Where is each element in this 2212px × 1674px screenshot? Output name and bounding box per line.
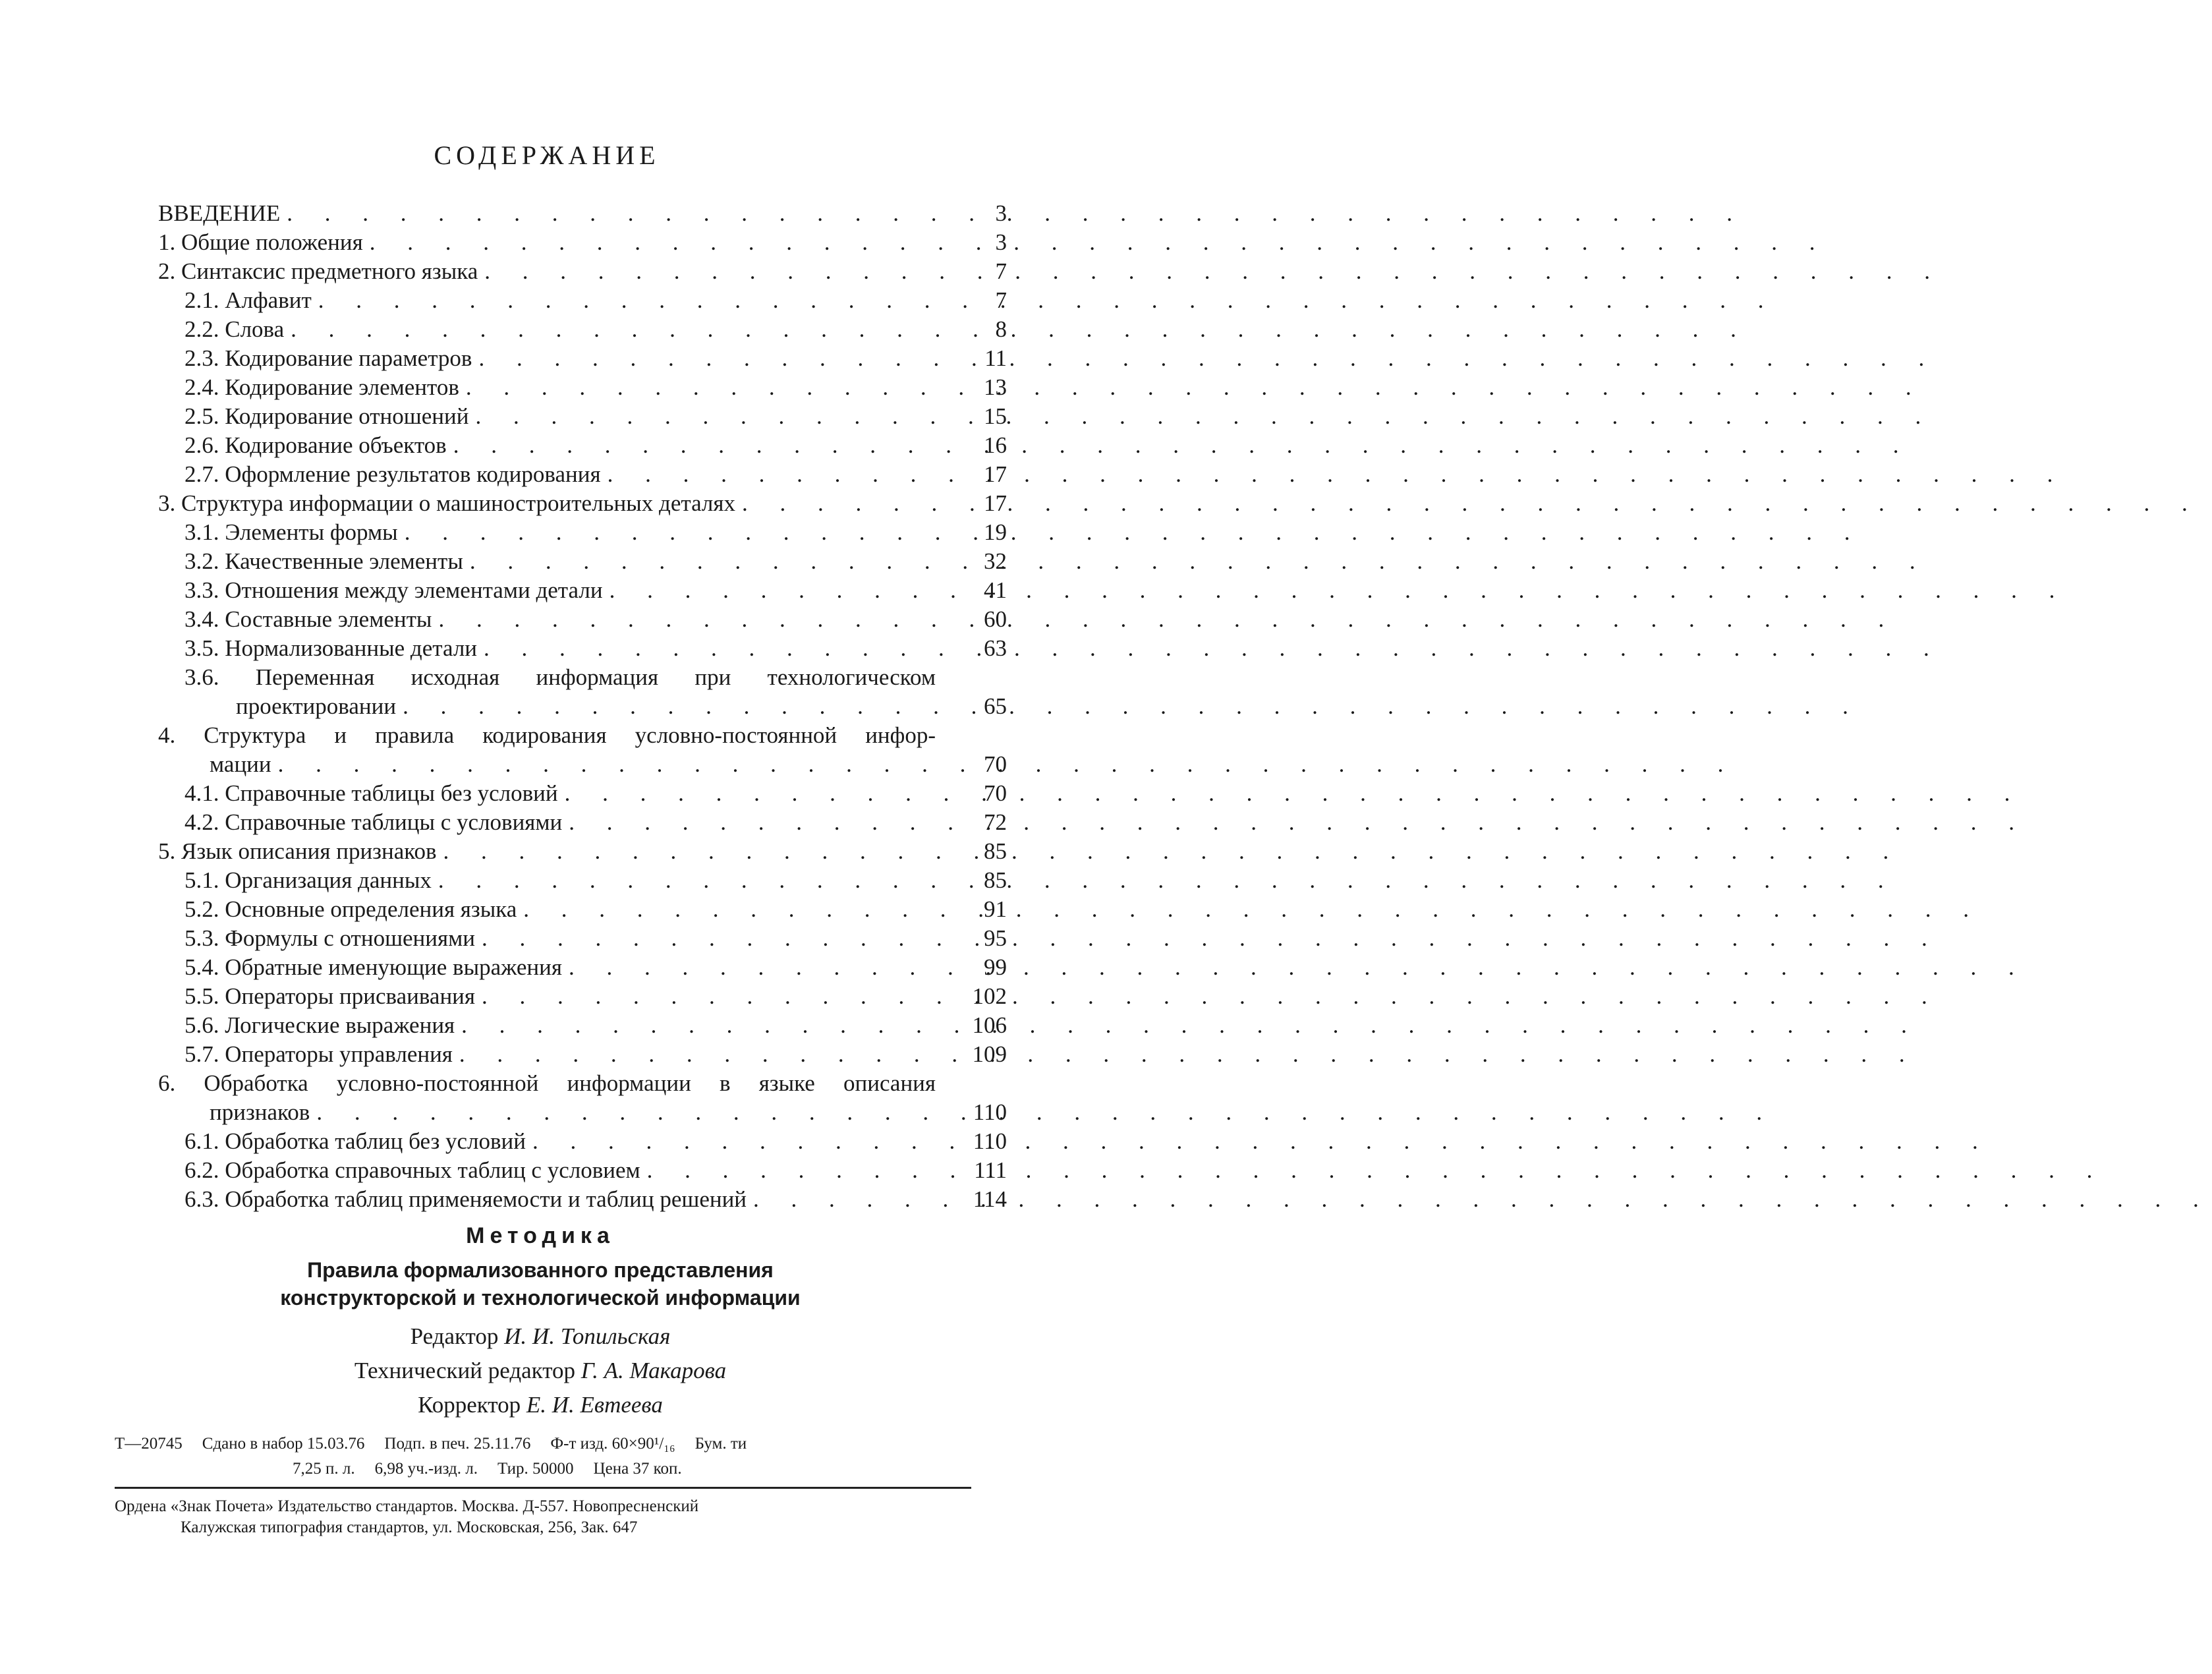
leader-dots — [562, 808, 2028, 837]
toc-entry-title: 5.2. Основные определения языка — [184, 896, 517, 922]
toc-entry — [158, 1127, 1015, 1156]
toc-page-number: 3 — [995, 229, 1007, 255]
toc-page-number: 16 — [984, 432, 1007, 458]
toc-page-number: 13 — [984, 374, 1007, 400]
toc-entry-title: 5.3. Формулы с отношениями — [184, 925, 475, 951]
toc-entry-title: 5. Язык описания признаков — [158, 838, 437, 864]
toc-entry-title: 6.2. Обработка справочных таблиц с условием — [184, 1157, 640, 1183]
toc-entry — [158, 344, 1015, 373]
toc-entry — [158, 1185, 1015, 1214]
imprint-format: Ф-т изд. 60×90¹/₁₆ — [550, 1435, 675, 1453]
tech-editor-line: Технический редактор Г. А. Макарова — [354, 1358, 727, 1383]
printer-info — [115, 1496, 971, 1538]
toc-entry — [158, 576, 1015, 605]
leader-dots — [463, 547, 1929, 576]
toc-entry-title: 2.7. Оформление результатов кодирования — [184, 461, 601, 487]
toc-entry-title: 2.4. Кодирование элементов — [184, 374, 459, 400]
toc-entry — [158, 460, 1015, 489]
leader-dots — [437, 837, 1902, 866]
toc-entry — [158, 953, 1015, 982]
toc-page-number: 114 — [973, 1186, 1007, 1212]
leader-dots — [603, 576, 2068, 605]
leader-dots — [517, 895, 1982, 924]
imprint-code: Т—20745 — [115, 1435, 183, 1453]
toc-page-number: 109 — [972, 1041, 1007, 1067]
toc-page-number: 17 — [984, 461, 1007, 487]
toc-entry-title: 3.1. Элементы формы — [184, 519, 398, 545]
imprint — [115, 1431, 971, 1482]
toc-entry-title: 5.6. Логические выражения — [184, 1012, 455, 1038]
tech-editor-name: Г. А. Макарова — [581, 1358, 727, 1383]
toc-entry — [158, 1156, 1015, 1185]
toc-entry-title: 4.1. Справочные таблицы без условий — [184, 780, 558, 806]
toc-entry — [158, 228, 1015, 257]
table-of-contents — [158, 199, 1015, 1214]
proofreader-name: Е. И. Евтеева — [526, 1392, 663, 1418]
toc-entry-title: 2.2. Слова — [184, 316, 285, 342]
toc-entry — [158, 895, 1015, 924]
toc-entry-title: 5.5. Операторы присваивания — [184, 983, 476, 1009]
toc-page-number: 60 — [984, 606, 1007, 632]
imprint-sheets: 7,25 п. л. — [293, 1460, 355, 1478]
toc-entry-title: 3.4. Составные элементы — [184, 606, 432, 632]
leader-dots — [312, 286, 1777, 315]
section-title: Методика — [466, 1223, 615, 1248]
toc-page-number: 8 — [995, 316, 1007, 342]
toc-entry — [158, 547, 1015, 576]
toc-page-number: 17 — [984, 490, 1007, 516]
leader-dots — [396, 692, 1861, 721]
toc-entry-continuation: признаков — [210, 1099, 310, 1125]
imprint-pub-sheets: 6,98 уч.-изд. л. — [374, 1460, 478, 1478]
toc-entry — [158, 257, 1015, 286]
leader-dots — [398, 518, 1863, 547]
toc-page-number: 7 — [995, 258, 1007, 284]
toc-page-number: 63 — [984, 635, 1007, 661]
toc-entry — [158, 866, 1015, 895]
toc-entry — [158, 431, 1015, 460]
toc-page-number: 19 — [984, 519, 1007, 545]
book-title — [0, 1256, 1081, 1312]
toc-entry-title: 3.5. Нормализованные детали — [184, 635, 478, 661]
toc-entry — [158, 634, 1015, 663]
printer-line-1: Ордена «Знак Почета» Издательство стандартов. Москва. Д-557. Новопресненский — [115, 1497, 699, 1515]
toc-page-number: 110 — [973, 1099, 1007, 1125]
leader-dots — [468, 402, 1934, 431]
toc-entry — [158, 808, 1015, 837]
toc-entry-title: 5.1. Организация данных — [184, 867, 432, 893]
toc-entry-title: 3.6. Переменная исходная информация при технологическом — [184, 664, 936, 690]
toc-entry-title: 2.3. Кодирование параметров — [184, 345, 472, 371]
toc-entry-title: 3.2. Качественные элементы — [184, 548, 463, 574]
toc-page-number: 102 — [972, 983, 1007, 1009]
editor-name: И. И. Топильская — [504, 1323, 671, 1349]
toc-entry — [158, 721, 1015, 779]
toc-entry — [158, 837, 1015, 866]
leader-dots — [562, 953, 2028, 982]
toc-page-number: 72 — [984, 809, 1007, 835]
toc-page-number: 15 — [984, 403, 1007, 429]
leader-dots — [558, 779, 2024, 808]
toc-entry — [158, 924, 1015, 953]
toc-entry-title: 2.6. Кодирование объектов — [184, 432, 447, 458]
credits — [0, 1319, 1081, 1422]
leader-dots — [453, 1040, 1918, 1069]
leader-dots — [601, 460, 2066, 489]
imprint-paper: Бум. ти — [695, 1435, 747, 1453]
imprint-price: Цена 37 коп. — [593, 1460, 682, 1478]
toc-entry-title: 2. Синтаксис предметного языка — [158, 258, 478, 284]
toc-entry-title: 4.2. Справочные таблицы с условиями — [184, 809, 563, 835]
toc-page-number: 111 — [974, 1157, 1007, 1183]
toc-page-number: 95 — [984, 925, 1007, 951]
toc-page-number: 99 — [984, 954, 1007, 980]
toc-page-number: 11 — [984, 345, 1007, 371]
toc-entry — [158, 199, 1015, 228]
leader-dots — [455, 1011, 1920, 1040]
toc-entry — [158, 1040, 1015, 1069]
leader-dots — [310, 1098, 1775, 1127]
toc-page-number: 7 — [995, 287, 1007, 313]
leader-dots — [735, 489, 2201, 518]
toc-page-number: 32 — [984, 548, 1007, 574]
toc-entry-continuation: проектировании — [236, 693, 397, 719]
toc-page-number: 85 — [984, 867, 1007, 893]
leader-dots — [526, 1127, 1991, 1156]
toc-entry-title: 2.1. Алфавит — [184, 287, 312, 313]
toc-entry-title: 5.7. Операторы управления — [184, 1041, 453, 1067]
toc-entry — [158, 779, 1015, 808]
toc-page-number: 3 — [995, 200, 1007, 226]
toc-page-number: 91 — [984, 896, 1007, 922]
leader-dots — [447, 431, 1912, 460]
divider — [115, 1487, 971, 1489]
leader-dots — [477, 634, 1943, 663]
toc-entry-title: 6.3. Обработка таблиц применяемости и таблиц решений — [184, 1186, 747, 1212]
toc-page-number: 70 — [984, 780, 1007, 806]
toc-page-number: 65 — [984, 693, 1007, 719]
toc-page-number: 70 — [984, 751, 1007, 777]
toc-entry — [158, 1011, 1015, 1040]
toc-entry — [158, 663, 1015, 721]
toc-entry — [158, 605, 1015, 634]
toc-entry — [158, 982, 1015, 1011]
toc-entry — [158, 489, 1015, 518]
toc-entry-title: 6. Обработка условно-постоянной информации в языке описания — [158, 1070, 936, 1096]
leader-dots — [363, 228, 1829, 257]
toc-entry-title: ВВЕДЕНИЕ — [158, 200, 281, 226]
toc-page-number: 110 — [973, 1128, 1007, 1154]
proofreader-line: Корректор Е. И. Евтеева — [418, 1392, 663, 1418]
leader-dots — [472, 344, 1937, 373]
toc-page-number: 41 — [984, 577, 1007, 603]
toc-entry-title: 3. Структура информации о машиностроительных деталях — [158, 490, 735, 516]
leader-dots — [475, 982, 1941, 1011]
toc-entry-title: 6.1. Обработка таблиц без условий — [184, 1128, 526, 1154]
printer-line-2: Калужская типография стандартов, ул. Московская, 256, Зак. 647 — [181, 1518, 638, 1536]
leader-dots — [478, 257, 1943, 286]
leader-dots — [459, 373, 1925, 402]
toc-entry — [158, 402, 1015, 431]
leader-dots — [475, 924, 1941, 953]
toc-entry — [158, 518, 1015, 547]
imprint-sent: Сдано в набор 15.03.76 — [202, 1435, 365, 1453]
book-title-line-2: конструкторской и технологической информации — [280, 1286, 801, 1310]
toc-entry — [158, 315, 1015, 344]
toc-entry-title: 3.3. Отношения между элементами детали — [184, 577, 603, 603]
leader-dots — [640, 1156, 2106, 1185]
toc-entry-title: 4. Структура и правила кодирования условно-постоянной инфор- — [158, 722, 936, 748]
leader-dots — [280, 199, 1745, 228]
leader-dots — [284, 315, 1749, 344]
toc-entry-title: 2.5. Кодирование отношений — [184, 403, 469, 429]
leader-dots — [432, 866, 1897, 895]
toc-entry-continuation: мации — [210, 751, 271, 777]
toc-entry-title: 1. Общие положения — [158, 229, 363, 255]
book-title-line-1: Правила формализованного представления — [307, 1258, 774, 1282]
editor-line: Редактор И. И. Топильская — [410, 1323, 671, 1349]
toc-entry — [158, 286, 1015, 315]
page-title: СОДЕРЖАНИЕ — [434, 140, 660, 170]
toc-entry — [158, 373, 1015, 402]
toc-entry — [158, 1069, 1015, 1127]
toc-entry-title: 5.4. Обратные именующие выражения — [184, 954, 562, 980]
toc-page-number: 85 — [984, 838, 1007, 864]
leader-dots — [432, 605, 1897, 634]
leader-dots — [747, 1185, 2212, 1214]
imprint-signed: Подп. в печ. 25.11.76 — [384, 1435, 531, 1453]
imprint-run: Тир. 50000 — [497, 1460, 574, 1478]
toc-page-number: 106 — [972, 1012, 1007, 1038]
